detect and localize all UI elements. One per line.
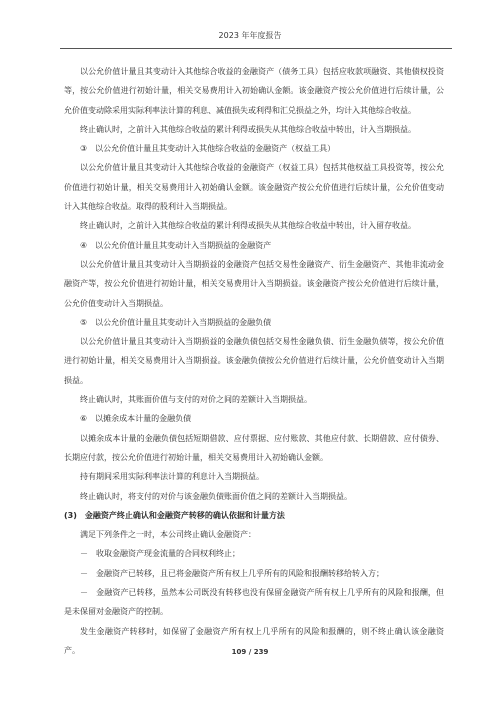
- paragraph: 发生金融资产转移时，如保留了金融资产所有权上几乎所有的风险和报酬的，则不终止确认该金融资产。: [64, 626, 444, 655]
- paragraph: 终止确认时，将支付的对价与该金融负债账面价值之间的差额计入当期损益。: [80, 491, 352, 501]
- paragraph: ④ 以公允价值计量且其变动计入当期损益的金融资产: [80, 240, 272, 250]
- paragraph: 以公允价值计量且其变动计入当期损益的金融资产包括交易性金融资产、衍生金融资产、其他非流动金融资产等，按公允价值进行初始计量，相关交易费用计入当期损益。该金融资产按公允价值进行后续计量，公允价值变动计入当期损益。: [64, 259, 444, 308]
- paragraph: 满足下列条件之一时，本公司终止确认金融资产：: [80, 530, 256, 540]
- paragraph: 以摊余成本计量的金融负债包括短期借款、应付票据、应付账款、其他应付款、长期借款、应付债券、长期应付款，按公允价值进行初始计量，相关交易费用计入初始确认金额。: [64, 433, 444, 462]
- page-header: 2023 年年度报告: [218, 31, 282, 40]
- paragraph: － 金融资产已转移，虽然本公司既没有转移也没有保留金融资产所有权上几乎所有的风险和报酬，但是未保留对金融资产的控制。: [64, 588, 444, 617]
- paragraph: 以公允价值计量且其变动计入其他综合收益的金融资产（权益工具）包括其他权益工具投资等，按公允价值进行初始计量，相关交易费用计入初始确认金额。该金融资产按公允价值进行后续计量，公允价值变动计入其他综合收益。取得的股利计入当期损益。: [64, 163, 444, 212]
- paragraph: ③ 以公允价值计量且其变动计入其他综合收益的金融资产（权益工具）: [80, 144, 336, 154]
- document-body: [64, 62, 444, 660]
- paragraph: ⑤ 以公允价值计量且其变动计入当期损益的金融负债: [80, 317, 272, 327]
- paragraph: 终止确认时，之前计入其他综合收益的累计利得或损失从其他综合收益中转出，计入留存收益。: [80, 221, 416, 231]
- page-number: 109 / 239: [231, 648, 269, 656]
- paragraph: － 金融资产已转移，且已将金融资产所有权上几乎所有的风险和报酬转移给转入方；: [80, 568, 384, 578]
- paragraph: 持有期间采用实际利率法计算的利息计入当期损益。: [80, 472, 264, 482]
- paragraph: ⑥ 以摊余成本计量的金融负债: [80, 414, 192, 424]
- paragraph: 以公允价值计量且其变动计入其他综合收益的金融资产（债务工具）包括应收款项融资、其他债权投资等，按公允价值进行初始计量，相关交易费用计入初始确认金额。该金融资产按公允价值进行后续计量，公允价值变动除采用实际利率法计算的利息、减值损失或利得和汇兑损益之外，均计入其他综合收益。: [64, 67, 444, 115]
- header-divider: [60, 48, 452, 49]
- paragraph: 以公允价值计量且其变动计入当期损益的金融负债包括交易性金融负债、衍生金融负债等，按公允价值进行初始计量，相关交易费用计入当期损益。该金融负债按公允价值进行后续计量，公允价值变动计入当期损益。: [64, 337, 444, 385]
- paragraph: － 收取金融资产现金流量的合同权利终止；: [80, 549, 240, 559]
- paragraph: 终止确认时，之前计入其他综合收益的累计利得或损失从其他综合收益中转出，计入当期损益。: [80, 124, 416, 134]
- paragraph: 终止确认时，其账面价值与支付的对价之间的差额计入当期损益。: [80, 395, 312, 405]
- section-heading: (3) 金融资产终止确认和金融资产转移的确认依据和计量方法: [64, 510, 285, 520]
